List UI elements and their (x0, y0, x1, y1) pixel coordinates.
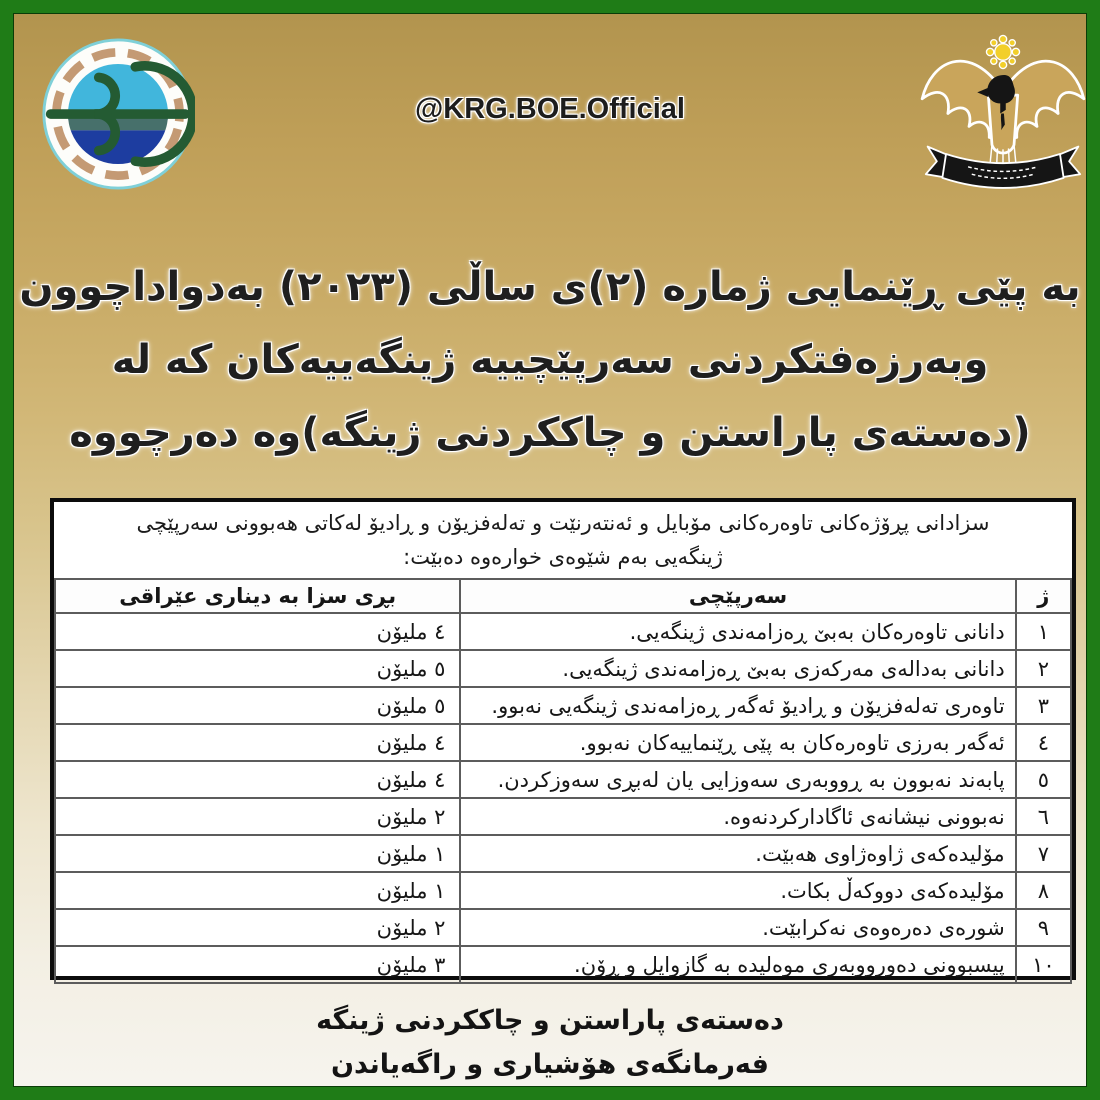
table-row (55, 909, 1071, 946)
row-violation: پیسبوونی دەورووبەری موەلیده به گازوایل و ڕۆن. (460, 946, 1015, 983)
table-intro-line-1: سزادانی پڕۆژەکانی تاوەرەکانی مۆبایل و ئەنتەرنێت و تەلەفزیۆن و ڕادیۆ لەکاتی هەبوونی سەرپێچی (136, 511, 990, 535)
krg-emblem-icon (911, 29, 1095, 199)
row-fine: ٤ ملیۆن (55, 761, 460, 798)
title-line-3: (دەستەی پاراستن و چاککردنی ژینگه)وه دەرچووه (69, 410, 1031, 456)
row-violation: ئەگەر بەرزی تاوەرەکان به پێی ڕێنماییەکان نەبوو. (460, 724, 1015, 761)
row-fine: ٥ ملیۆن (55, 650, 460, 687)
row-no: ٤ (1016, 724, 1071, 761)
row-fine: ٢ ملیۆن (55, 798, 460, 835)
row-violation: مۆلیدەکەی ژاوەژاوی هەبێت. (460, 835, 1015, 872)
table-row (55, 835, 1071, 872)
row-violation: شورەی دەرەوەی نەکرابێت. (460, 909, 1015, 946)
table-row (55, 872, 1071, 909)
row-fine: ١ ملیۆن (55, 835, 460, 872)
table-intro (54, 502, 1072, 578)
row-no: ٢ (1016, 650, 1071, 687)
header-no: ژ (1016, 579, 1071, 613)
title-line-1: به پێی ڕێنمایی ژماره (٢)ی ساڵی (٢٠٢٣) بەدواداچوون (19, 264, 1081, 310)
row-no: ٨ (1016, 872, 1071, 909)
row-fine: ٣ ملیۆن (55, 946, 460, 983)
row-no: ٧ (1016, 835, 1071, 872)
row-violation: دانانی تاوەرەکان بەبێ ڕەزامەندی ژینگەیی. (460, 613, 1015, 650)
row-no: ٦ (1016, 798, 1071, 835)
row-violation: پابەند نەبوون به ڕووبەری سەوزایی یان لەبڕی سەوزکردن. (460, 761, 1015, 798)
row-violation: نەبوونی نیشانەی ئاگادارکردنەوه. (460, 798, 1015, 835)
table-row (55, 946, 1071, 983)
row-fine: ١ ملیۆن (55, 872, 460, 909)
row-violation: مۆلیدەکەی دووکەڵ بکات. (460, 872, 1015, 909)
row-violation: تاوەری تەلەفزیۆن و ڕادیۆ ئەگەر ڕەزامەندی ژینگەیی نەبوو. (460, 687, 1015, 724)
footer-line-2: فەرمانگەی هۆشیاری و راگەیاندن (331, 1049, 769, 1080)
table-row (55, 724, 1071, 761)
table-row (55, 761, 1071, 798)
social-handle: @KRG.BOE.Official (415, 93, 685, 125)
row-no: ٥ (1016, 761, 1071, 798)
page-title (13, 251, 1087, 470)
row-no: ٣ (1016, 687, 1071, 724)
table-row (55, 650, 1071, 687)
fines-table-box (50, 498, 1076, 980)
header-violation: سەرپێچی (460, 579, 1015, 613)
row-fine: ٤ ملیۆن (55, 613, 460, 650)
table-row (55, 613, 1071, 650)
footer (13, 999, 1087, 1087)
row-no: ٩ (1016, 909, 1071, 946)
table-row (55, 687, 1071, 724)
row-violation: دانانی بەدالەی مەرکەزی بەبێ ڕەزامەندی ژینگەیی. (460, 650, 1015, 687)
row-fine: ٢ ملیۆن (55, 909, 460, 946)
table-header-row (55, 579, 1071, 613)
footer-line-1: دەستەی پاراستن و چاککردنی ژینگه (316, 1005, 784, 1036)
row-no: ١ (1016, 613, 1071, 650)
title-line-2: وبەرزەفتکردنی سەرپێچییه ژینگەییەکان که له (111, 337, 989, 383)
row-no: ١٠ (1016, 946, 1071, 983)
table-row (55, 798, 1071, 835)
row-fine: ٥ ملیۆن (55, 687, 460, 724)
fines-table (54, 578, 1072, 984)
header-fine: بڕی سزا به دیناری عێراقی (55, 579, 460, 613)
table-intro-line-2: ژینگەیی بەم شێوەی خوارەوە دەبێت: (403, 545, 723, 569)
row-fine: ٤ ملیۆن (55, 724, 460, 761)
